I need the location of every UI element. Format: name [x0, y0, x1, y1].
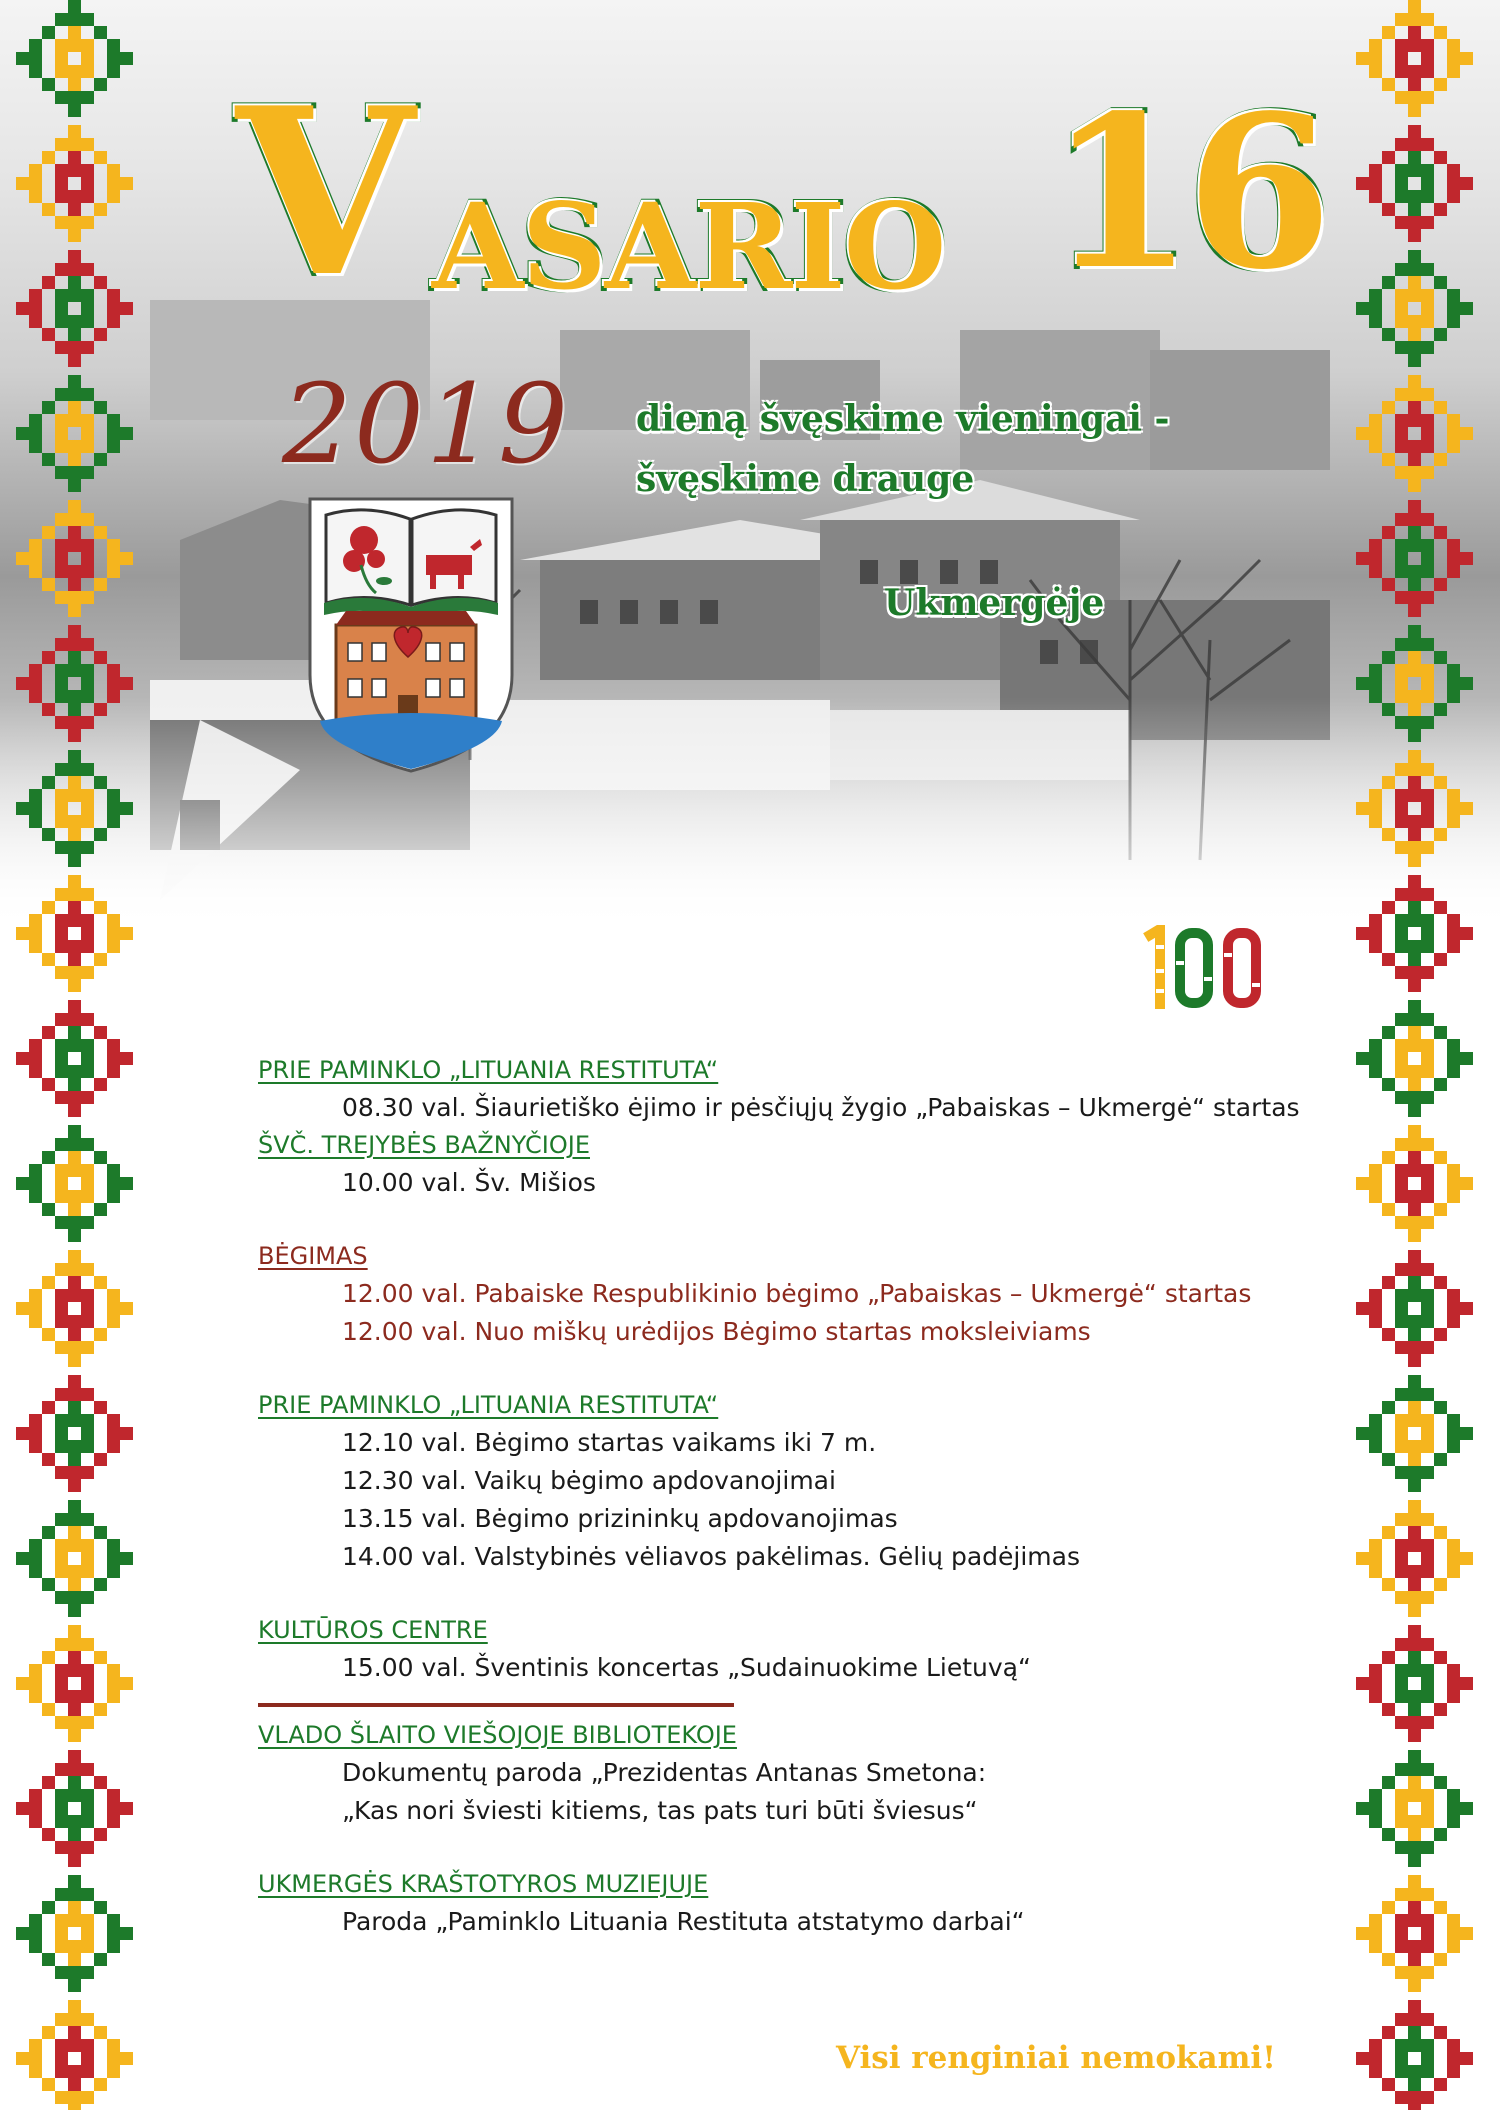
section-divider: [258, 1703, 734, 1707]
program-section: [258, 1052, 1318, 1127]
title-word: ASARIO: [432, 177, 945, 316]
coat-of-arms-emblem: [306, 495, 516, 779]
footer-note: Visi renginiai nemokami!: [836, 2040, 1276, 2076]
program-item: 14.00 val. Valstybinės vėliavos pakėlimas. Gėlių padėjimas: [342, 1542, 1080, 1571]
slogan-place: Ukmergėje: [884, 582, 1105, 624]
program-section: [258, 1127, 1318, 1202]
program-item: „Kas nori šviesti kitiems, tas pats turi būti šviesus“: [342, 1796, 978, 1825]
program-item: 12.00 val. Pabaiske Respublikinio bėgimo „Pabaiskas – Ukmergė“ startas: [342, 1279, 1252, 1308]
program-item: 12.30 val. Vaikų bėgimo apdovanojimai: [342, 1466, 836, 1495]
program-item: 08.30 val. Šiaurietiško ėjimo ir pėsčiųjų žygio „Pabaiskas – Ukmergė“ startas: [342, 1093, 1300, 1122]
program-item: Dokumentų paroda „Prezidentas Antanas Smetona:: [342, 1758, 987, 1787]
program-section: [258, 1866, 1318, 1941]
slogan-line-1: dieną švęskime vieningai -: [636, 398, 1170, 440]
event-program: [258, 1052, 1318, 1941]
program-item: 13.15 val. Bėgimo prizininkų apdovanojimas: [342, 1504, 898, 1533]
page-title: [236, 58, 1325, 328]
folk-pattern-border-right: [1340, 0, 1490, 2110]
section-heading: BĖGIMAS: [258, 1242, 368, 1270]
title-number: 16: [1048, 69, 1325, 316]
folk-pattern-border-left: [0, 0, 150, 2110]
program-section: [258, 1612, 1318, 1687]
program-item: 12.00 val. Nuo miškų urėdijos Bėgimo startas moksleiviams: [342, 1317, 1091, 1346]
section-heading: ŠVČ. TREJYBĖS BAŽNYČIOJE: [258, 1131, 590, 1159]
program-item: 10.00 val. Šv. Mišios: [342, 1168, 596, 1197]
title-first-letter: V: [236, 58, 409, 328]
section-heading: PRIE PAMINKLO „LITUANIA RESTITUTA“: [258, 1056, 719, 1084]
program-section: [258, 1717, 1318, 1830]
slogan-line-2: švęskime drauge: [636, 458, 975, 500]
section-heading: UKMERGĖS KRAŠTOTYROS MUZIEJUJE: [258, 1870, 709, 1898]
section-heading: KULTŪROS CENTRE: [258, 1616, 488, 1644]
program-section: [258, 1238, 1318, 1351]
program-section: [258, 1387, 1318, 1576]
program-item: Paroda „Paminklo Lituania Restituta atstatymo darbai“: [342, 1907, 1025, 1936]
centenary-100-badge: [1136, 925, 1266, 1013]
section-heading: VLADO ŠLAITO VIEŠOJOJE BIBLIOTEKOJE: [258, 1721, 737, 1749]
program-item: 15.00 val. Šventinis koncertas „Sudainuokime Lietuvą“: [342, 1653, 1031, 1682]
year-label: 2019: [282, 360, 570, 488]
program-item: 12.10 val. Bėgimo startas vaikams iki 7 m.: [342, 1428, 877, 1457]
section-heading: PRIE PAMINKLO „LITUANIA RESTITUTA“: [258, 1391, 719, 1419]
